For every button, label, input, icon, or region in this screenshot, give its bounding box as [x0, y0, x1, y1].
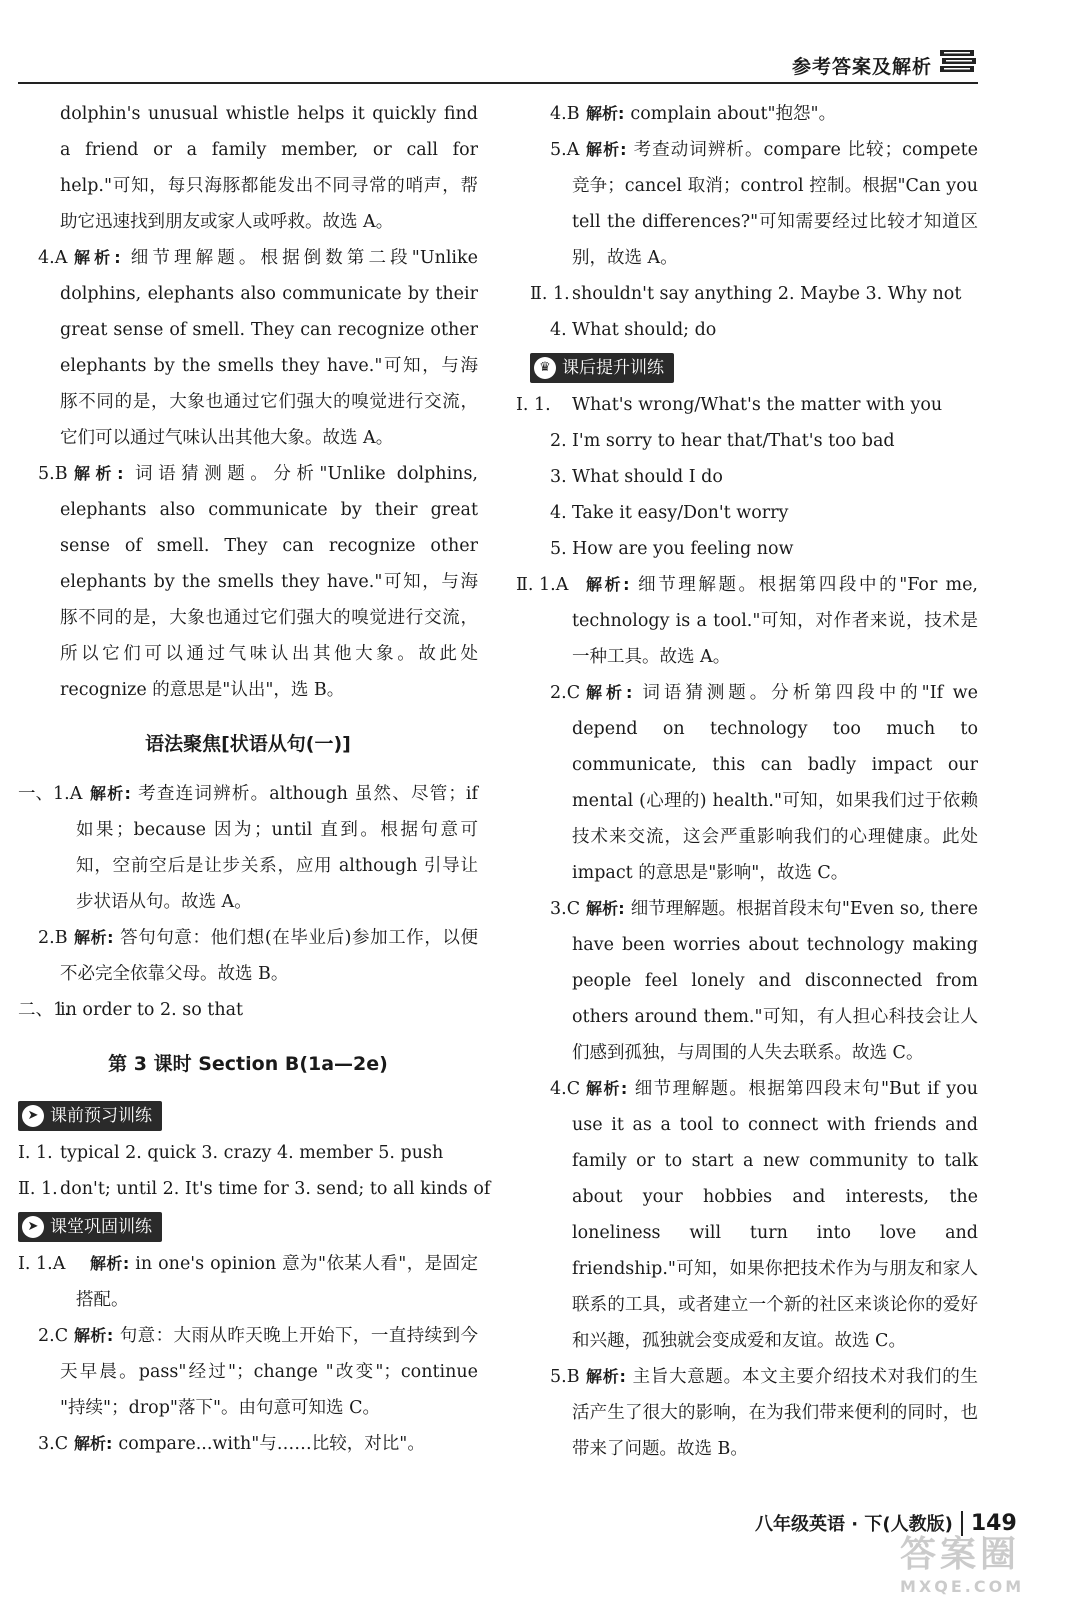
answer-item [18, 1135, 478, 1171]
answer-text: don't; until 2. It's time for 3. send; to all kinds of [60, 1179, 491, 1199]
answer-number: Ⅱ. 1.A [516, 575, 569, 595]
answer-item [18, 1426, 478, 1462]
answer-text: 细节理解题。根据第四段中的"For me, technology is a tool."可知，对作者来说，技术是一种工具。故选 A。 [572, 575, 978, 667]
answer-item [530, 495, 978, 531]
answer-item [530, 891, 978, 1071]
arrow-icon: ➤ [22, 1216, 44, 1238]
answer-text: 细节理解题。根据首段末句"Even so, there have been worries about technology making people feel lonely and disconnected from others around them."可知，有人担心科技会让人们感到孤独，与周围的人失去联系。故选 C。 [572, 899, 978, 1063]
answer-number: Ⅰ. 1.A [18, 1254, 66, 1274]
answer-item [18, 920, 478, 992]
answer-text: Take it easy/Don't worry [572, 503, 789, 523]
answer-text: I'm sorry to hear that/That's too bad [572, 431, 895, 451]
badge-label: 课前预习训练 [50, 1106, 152, 1126]
answer-text: shouldn't say anything 2. Maybe 3. Why not [572, 284, 962, 304]
answer-text: 主旨大意题。本文主要介绍技术对我们的生活产生了很大的影响，在为我们带来便利的同时，也带来了问题。故选 B。 [572, 1367, 978, 1459]
answer-text: What should I do [572, 467, 723, 487]
answer-number: 5. [550, 539, 567, 559]
header-title: 参考答案及解析 [791, 56, 932, 78]
answer-item [530, 675, 978, 891]
answer-number: 3.C [38, 1434, 69, 1454]
answer-text: 句意：大雨从昨天晚上开始下，一直持续到今天早晨。pass"经过"；change "改变"；continue "持续"；drop"落下"。由句意可知选 C。 [60, 1326, 479, 1418]
answer-number: 3. [550, 467, 567, 487]
answer-item [516, 567, 978, 675]
answer-item [530, 459, 978, 495]
section-badge-preview [18, 1101, 162, 1131]
analysis-label: 解析: [586, 1079, 628, 1098]
answer-item [530, 1359, 978, 1467]
lesson-heading: 第 3 课时 Section B(1a—2e) [108, 1053, 388, 1075]
answer-text: 词语猜测题。分析第四段中的"If we depend on technology too much to communicate, this can badly impact our mental (心理的) health."可知，如果我们过于依赖技术来交流，这会严重影响我们的心理健康。此处 impact 的意思是"影响"，故选 C。 [572, 683, 978, 883]
analysis-label: 解析: [74, 928, 114, 947]
answer-text: in order to 2. so that [60, 1000, 244, 1020]
answer-item [18, 240, 478, 456]
analysis-label: 解析: [586, 575, 630, 594]
grammar-heading: 语法聚焦[状语从句(一)] [145, 733, 351, 755]
answer-text: 考查动词辨析。compare 比较；compete 竞争；cancel 取消；control 控制。根据"Can you tell the differences?"可知需要经过比较才知道区别，故选 A。 [572, 140, 978, 268]
answer-item [18, 776, 478, 920]
answer-item [18, 1318, 478, 1426]
analysis-label: 解析: [586, 1367, 626, 1386]
answer-text: in one's opinion 意为"依某人看"，是固定搭配。 [76, 1254, 478, 1310]
answer-number: 5.B [38, 464, 68, 484]
answer-number: 二、1. [18, 1000, 70, 1020]
answer-continued: dolphin's unusual whistle helps it quickly find a friend or a family member, or call for help."可知，每只海豚都能发出不同寻常的哨声，帮助它迅速找到朋友或家人或呼救。故选 A。 [60, 104, 478, 232]
header-rule [18, 82, 978, 84]
answer-number: 5.A [550, 140, 580, 160]
answer-text: 答句句意：他们想(在毕业后)参加工作，以便不必完全依靠父母。故选 B。 [60, 928, 479, 984]
analysis-label: 解析: [586, 140, 627, 159]
watermark-url: MXQE.COM [900, 1577, 1025, 1596]
answer-number: 2.B [38, 928, 68, 948]
answer-number: 4. [550, 503, 567, 523]
answer-number: Ⅰ. 1. [18, 1143, 53, 1163]
answer-item [530, 312, 978, 348]
page-header [18, 42, 978, 86]
watermark-text: 答案圈 [900, 1534, 1021, 1575]
answer-item [516, 387, 978, 423]
answer-number: Ⅱ. 1. [530, 284, 570, 304]
analysis-label: 解析: [74, 1434, 113, 1453]
page-number: 149 [961, 1511, 1017, 1536]
analysis-label: 解析: [90, 784, 131, 803]
answer-number: 4.B [550, 104, 580, 124]
answer-number: 4. [550, 320, 567, 340]
answer-item [18, 1171, 491, 1207]
section-badge-after-class [530, 353, 674, 383]
answer-number: 4.A [38, 248, 68, 268]
analysis-label: 解析: [90, 1254, 130, 1273]
section-badge-classroom [18, 1212, 162, 1242]
arrow-icon: ➤ [22, 1105, 44, 1127]
book-title: 八年级英语 · 下(人教版) [755, 1514, 953, 1535]
answer-item [530, 531, 978, 567]
answer-text: typical 2. quick 3. crazy 4. member 5. push [60, 1143, 444, 1163]
left-column [18, 96, 491, 1462]
answer-number: 3.C [550, 899, 581, 919]
badge-label: 课堂巩固训练 [50, 1217, 152, 1237]
answer-text: What's wrong/What's the matter with you [572, 395, 943, 415]
crown-icon: ♛ [534, 357, 556, 379]
answer-text: complain about"抱怨"。 [630, 104, 837, 124]
answer-text: 考查连词辨析。although 虽然、尽管；if 如果；because 因为；until 直到。根据句意可知，空前空后是让步关系，应用 although 引导让步状语从句。故选 A。 [76, 784, 479, 912]
answer-item [530, 276, 978, 312]
books-icon [938, 46, 978, 80]
answer-text: compare...with"与……比较，对比"。 [118, 1434, 425, 1454]
answer-item [18, 456, 478, 708]
answer-number: Ⅱ. 1. [18, 1179, 58, 1199]
answer-item [530, 423, 978, 459]
watermark-logo [900, 1526, 1086, 1596]
analysis-label: 解析: [586, 683, 633, 702]
answer-text: What should; do [572, 320, 717, 340]
answer-number: 一、1.A [18, 784, 83, 804]
analysis-label: 解析: [74, 464, 124, 483]
answer-text: How are you feeling now [572, 539, 794, 559]
answer-number: 2. [550, 431, 567, 451]
answer-number: 2.C [38, 1326, 69, 1346]
analysis-label: 解析: [74, 248, 121, 267]
badge-label: 课后提升训练 [562, 358, 664, 378]
answer-item [530, 96, 978, 132]
answer-item [530, 132, 978, 276]
answer-number: 5.B [550, 1367, 580, 1387]
answer-number: Ⅰ. 1. [516, 395, 551, 415]
answer-item [18, 992, 478, 1028]
analysis-label: 解析: [74, 1326, 114, 1345]
answer-item [18, 1246, 478, 1318]
answer-text: 细节理解题。根据第四段末句"But if you use it as a tool to connect with friends and family or to start a new community to talk about your hobbies and interests, the loneliness will turn into love and friendship."可知，如果你把技术作为与朋友和家人联系的工具，或者建立一个新的社区来谈论你的爱好和兴趣，孤独就会变成爱和友谊。故选 C。 [572, 1079, 978, 1351]
answer-text: 词语猜测题。分析"Unlike dolphins, elephants also communicate by their great sense of smell. They can recognize other elephants by the smells they have."可知，与海豚不同的是，大象也通过它们强大的嗅觉进行交流，所以它们可以通过气味认出其他大象。故此处 recognize 的意思是"认出"，选 B。 [60, 464, 478, 700]
analysis-label: 解析: [586, 104, 625, 123]
answer-text: 细节理解题。根据倒数第二段"Unlike dolphins, elephants also communicate by their great sense of smell. They can recognize other elephants by the smells they have."可知，与海豚不同的是，大象也通过它们强大的嗅觉进行交流，它们可以通过气味认出其他大象。故选 A。 [60, 248, 478, 448]
right-column [516, 96, 978, 1467]
answer-number: 4.C [550, 1079, 581, 1099]
answer-number: 2.C [550, 683, 581, 703]
analysis-label: 解析: [586, 899, 625, 918]
answer-item [530, 1071, 978, 1359]
